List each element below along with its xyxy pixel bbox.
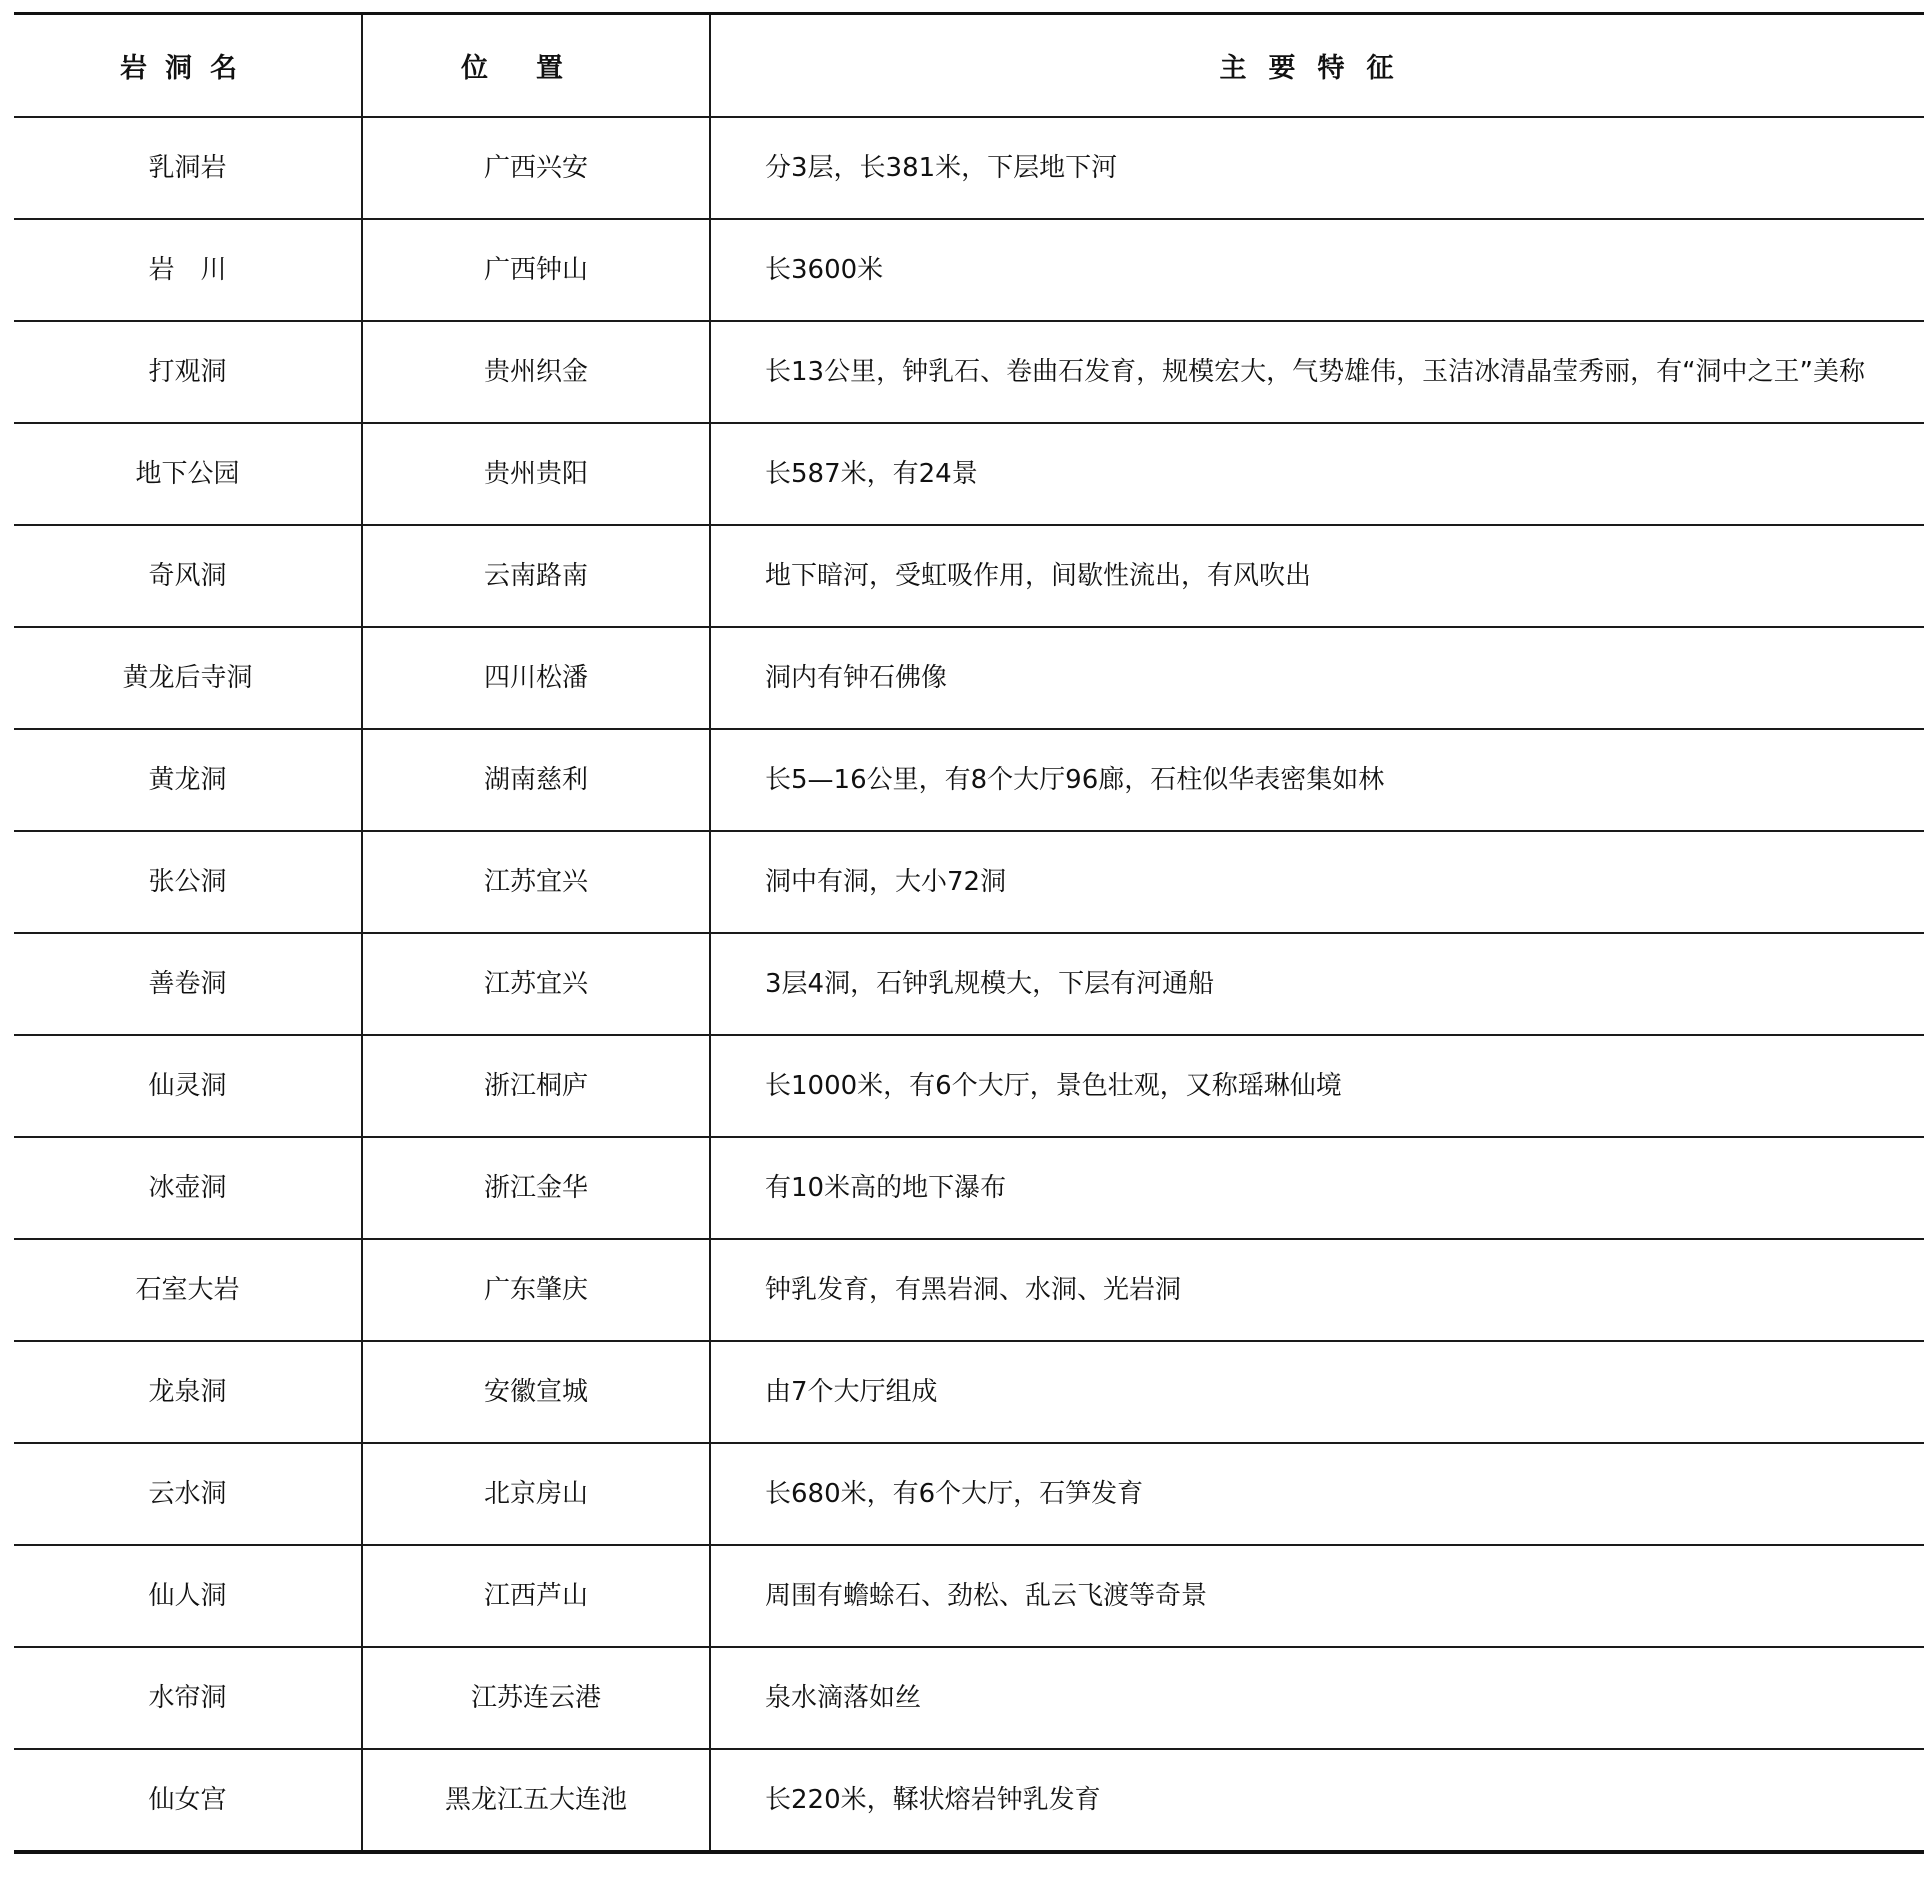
table-row bbox=[14, 729, 1924, 831]
table-row bbox=[14, 525, 1924, 627]
location-cell: 广西兴安 bbox=[362, 117, 710, 219]
table-row bbox=[14, 321, 1924, 423]
features-cell: 泉水滴落如丝 bbox=[710, 1647, 1924, 1749]
features-cell: 洞内有钟石佛像 bbox=[710, 627, 1924, 729]
location-cell: 四川松潘 bbox=[362, 627, 710, 729]
table-row bbox=[14, 1341, 1924, 1443]
location-cell: 贵州织金 bbox=[362, 321, 710, 423]
location-cell: 贵州贵阳 bbox=[362, 423, 710, 525]
location-cell: 黑龙江五大连池 bbox=[362, 1749, 710, 1852]
location-cell: 安徽宣城 bbox=[362, 1341, 710, 1443]
cave-name-cell: 奇风洞 bbox=[14, 525, 362, 627]
location-cell: 云南路南 bbox=[362, 525, 710, 627]
location-cell: 广东肇庆 bbox=[362, 1239, 710, 1341]
features-cell: 长5—16公里，有8个大厅96廊，石柱似华表密集如林 bbox=[710, 729, 1924, 831]
table-row bbox=[14, 1749, 1924, 1852]
cave-table-container bbox=[14, 12, 1924, 1854]
cave-name-cell: 冰壶洞 bbox=[14, 1137, 362, 1239]
features-cell: 长587米，有24景 bbox=[710, 423, 1924, 525]
location-cell: 广西钟山 bbox=[362, 219, 710, 321]
features-cell: 长220米，鞣状熔岩钟乳发育 bbox=[710, 1749, 1924, 1852]
cave-name-cell: 龙泉洞 bbox=[14, 1341, 362, 1443]
header-cave-name: 岩洞名 bbox=[14, 14, 362, 118]
cave-name-cell: 仙灵洞 bbox=[14, 1035, 362, 1137]
cave-name-cell: 乳洞岩 bbox=[14, 117, 362, 219]
table-row bbox=[14, 1647, 1924, 1749]
cave-name-cell: 云水洞 bbox=[14, 1443, 362, 1545]
cave-name-cell: 打观洞 bbox=[14, 321, 362, 423]
table-row bbox=[14, 1239, 1924, 1341]
table-row bbox=[14, 1137, 1924, 1239]
features-cell: 由7个大厅组成 bbox=[710, 1341, 1924, 1443]
cave-name-cell: 仙人洞 bbox=[14, 1545, 362, 1647]
table-body bbox=[14, 117, 1924, 1852]
table-row bbox=[14, 1443, 1924, 1545]
header-features: 主要特征 bbox=[710, 14, 1924, 118]
location-cell: 湖南慈利 bbox=[362, 729, 710, 831]
table-header bbox=[14, 14, 1924, 118]
table-row bbox=[14, 423, 1924, 525]
table-row bbox=[14, 933, 1924, 1035]
features-cell: 长1000米，有6个大厅，景色壮观，又称瑶琳仙境 bbox=[710, 1035, 1924, 1137]
cave-name-cell: 黄龙洞 bbox=[14, 729, 362, 831]
table-row bbox=[14, 219, 1924, 321]
features-cell: 地下暗河，受虹吸作用，间歇性流出，有风吹出 bbox=[710, 525, 1924, 627]
table-row bbox=[14, 1035, 1924, 1137]
location-cell: 江苏连云港 bbox=[362, 1647, 710, 1749]
features-cell: 有10米高的地下瀑布 bbox=[710, 1137, 1924, 1239]
features-cell: 长680米，有6个大厅，石笋发育 bbox=[710, 1443, 1924, 1545]
cave-name-cell: 石室大岩 bbox=[14, 1239, 362, 1341]
features-cell: 洞中有洞，大小72洞 bbox=[710, 831, 1924, 933]
cave-name-cell: 岩 川 bbox=[14, 219, 362, 321]
table-row bbox=[14, 831, 1924, 933]
cave-name-cell: 地下公园 bbox=[14, 423, 362, 525]
features-cell: 分3层，长381米，下层地下河 bbox=[710, 117, 1924, 219]
cave-name-cell: 善卷洞 bbox=[14, 933, 362, 1035]
features-cell: 钟乳发育，有黑岩洞、水洞、光岩洞 bbox=[710, 1239, 1924, 1341]
features-cell: 周围有蟾蜍石、劲松、乱云飞渡等奇景 bbox=[710, 1545, 1924, 1647]
features-cell: 3层4洞，石钟乳规模大，下层有河通船 bbox=[710, 933, 1924, 1035]
table-row bbox=[14, 117, 1924, 219]
header-location: 位置 bbox=[362, 14, 710, 118]
features-cell: 长13公里，钟乳石、卷曲石发育，规模宏大，气势雄伟，玉洁冰清晶莹秀丽，有“洞中之王”美称 bbox=[710, 321, 1924, 423]
location-cell: 江苏宜兴 bbox=[362, 831, 710, 933]
location-cell: 浙江金华 bbox=[362, 1137, 710, 1239]
cave-name-cell: 仙女宫 bbox=[14, 1749, 362, 1852]
cave-name-cell: 张公洞 bbox=[14, 831, 362, 933]
location-cell: 江苏宜兴 bbox=[362, 933, 710, 1035]
location-cell: 江西芦山 bbox=[362, 1545, 710, 1647]
table-row bbox=[14, 627, 1924, 729]
cave-name-cell: 黄龙后寺洞 bbox=[14, 627, 362, 729]
cave-table bbox=[14, 12, 1924, 1854]
cave-name-cell: 水帘洞 bbox=[14, 1647, 362, 1749]
location-cell: 北京房山 bbox=[362, 1443, 710, 1545]
table-row bbox=[14, 1545, 1924, 1647]
location-cell: 浙江桐庐 bbox=[362, 1035, 710, 1137]
header-row bbox=[14, 14, 1924, 118]
features-cell: 长3600米 bbox=[710, 219, 1924, 321]
